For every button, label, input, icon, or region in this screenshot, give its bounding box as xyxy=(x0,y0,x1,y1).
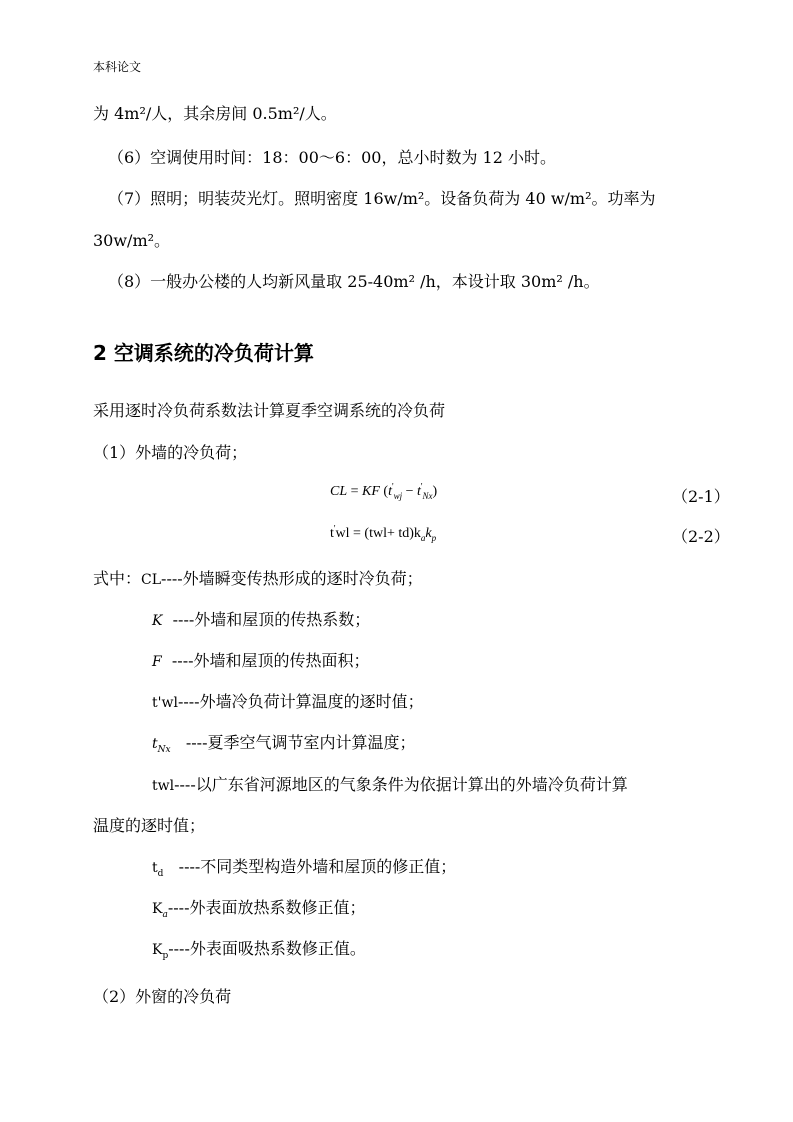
item-heading: （2）外窗的冷负荷 xyxy=(93,987,232,1006)
definition-f xyxy=(152,651,370,672)
definition-text: ----外表面放热系数修正值； xyxy=(167,898,366,917)
definition-twl xyxy=(152,692,424,713)
symbol: K xyxy=(152,613,163,629)
definition-k xyxy=(152,610,370,631)
symbol-subscript: Nx xyxy=(157,745,171,756)
symbol: twl xyxy=(152,778,175,794)
definition-text: ----外墙冷负荷计算温度的逐时值； xyxy=(177,692,424,711)
definition-ka xyxy=(152,898,365,919)
symbol: K xyxy=(152,942,163,958)
definition-tnx xyxy=(152,733,416,754)
symbol-subscript: a xyxy=(162,910,168,921)
definition-text: ----不同类型构造外墙和屋顶的修正值； xyxy=(178,857,457,876)
equation-2-2: $t'wl = (twl+ td)k_ak_p$ xyxy=(330,523,437,543)
section-heading: 2 空调系统的冷负荷计算 xyxy=(93,341,314,365)
symbol-subscript: d xyxy=(157,869,164,880)
definition-text-continued: 温度的逐时值； xyxy=(93,816,206,835)
item-heading: （1）外墙的冷负荷； xyxy=(93,443,248,462)
definition-kp xyxy=(152,939,366,960)
text-line: 30w/m²。 xyxy=(93,231,171,250)
equation-number: （2-2） xyxy=(672,527,730,546)
definition-cl xyxy=(93,569,423,590)
symbol: t'wl xyxy=(152,695,178,711)
definition-text: ----以广东省河源地区的气象条件为依据计算出的外墙冷负荷计算 xyxy=(174,775,628,794)
definition-text: ----外表面吸热系数修正值。 xyxy=(168,939,366,958)
definition-twl2 xyxy=(152,775,628,796)
definitions-prefix: 式中： xyxy=(93,569,142,588)
symbol: t xyxy=(152,736,158,752)
definition-text: ----外墙和屋顶的传热系数； xyxy=(172,610,371,629)
symbol: t xyxy=(152,860,158,876)
page-header: 本科论文 xyxy=(93,60,142,74)
definition-text: ----外墙瞬变传热形成的逐时冷负荷； xyxy=(161,569,423,588)
text-line: （7）照明；明装荧光灯。照明密度 16w/m²。设备负荷为 40 w/m²。功率为 xyxy=(108,189,656,208)
symbol: K xyxy=(152,901,163,917)
equation-number: （2-1） xyxy=(672,487,730,506)
equation-2-1: CL = KF $(t'_{wj} - t'_{Nx})$ xyxy=(330,481,438,501)
text-line: 为 4m²/人，其余房间 0.5m²/人。 xyxy=(93,104,337,123)
definition-text: ----夏季空气调节室内计算温度； xyxy=(185,733,416,752)
definition-text: ----外墙和屋顶的传热面积； xyxy=(171,651,370,670)
intro-text: 采用逐时冷负荷系数法计算夏季空调系统的冷负荷 xyxy=(93,401,446,420)
symbol: F xyxy=(152,654,162,670)
symbol: CL xyxy=(141,572,162,588)
definition-td xyxy=(152,857,456,878)
symbol-subscript: p xyxy=(162,951,169,962)
text-line: （6）空调使用时间：18：00～6：00，总小时数为 12 小时。 xyxy=(108,148,556,167)
text-line: （8）一般办公楼的人均新风量取 25-40m² /h，本设计取 30m² /h。 xyxy=(108,272,600,291)
